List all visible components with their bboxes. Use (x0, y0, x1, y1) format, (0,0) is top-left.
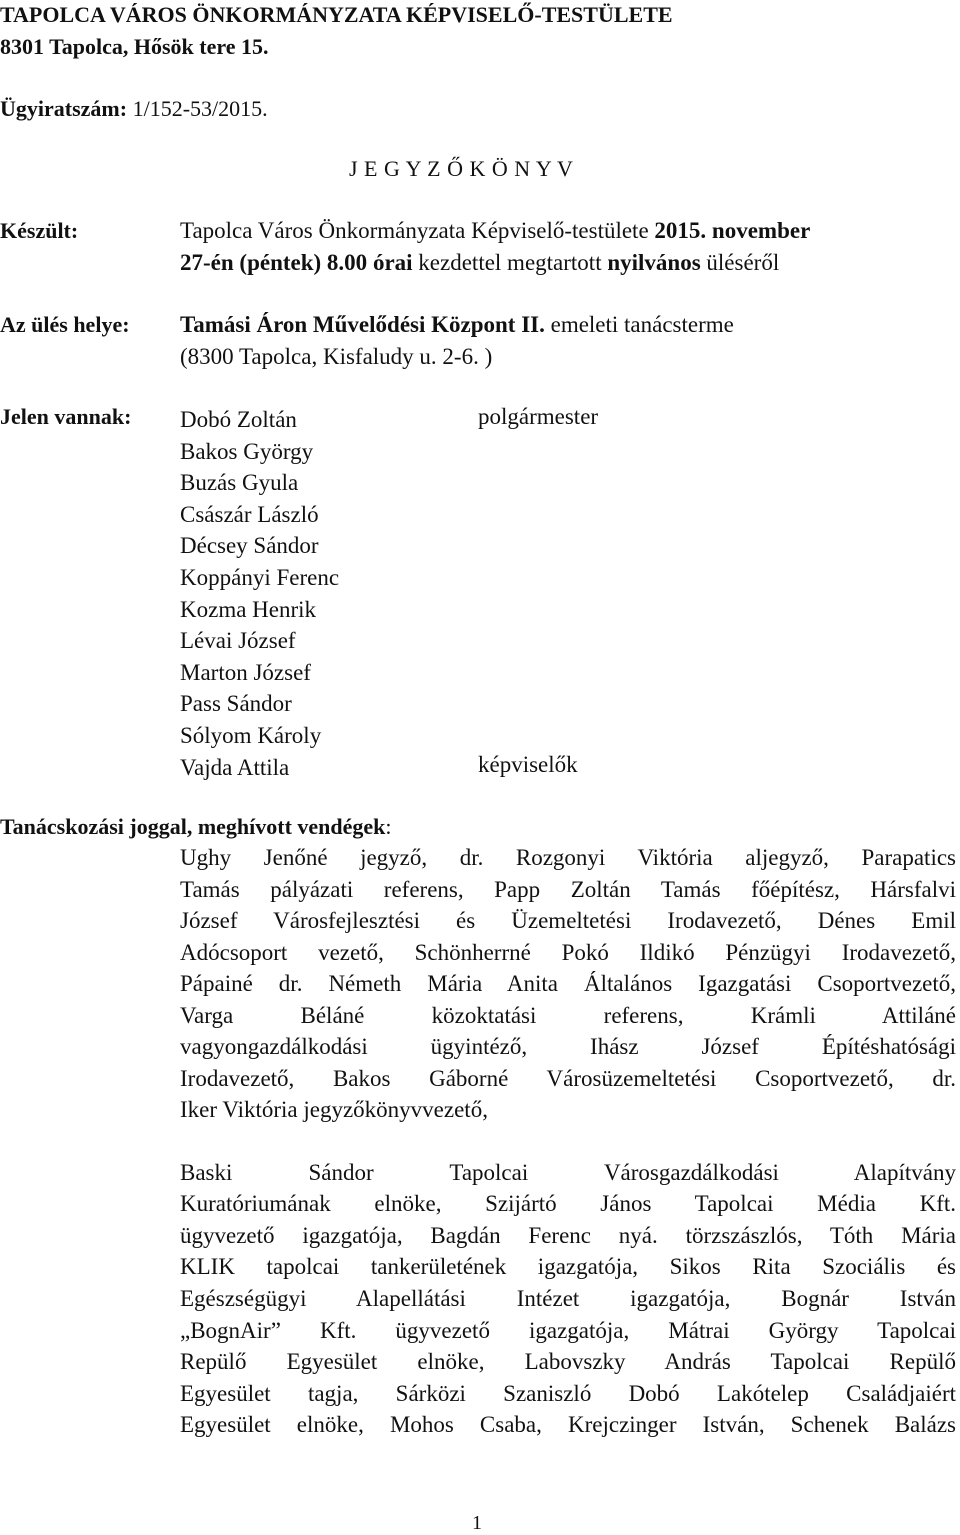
paragraph-line: Egyesület elnöke, Mohos Csaba, Krejczinger István, Schenek Balázs (180, 1412, 956, 1437)
list-item: Sólyom Károly (180, 722, 322, 748)
list-item: Kozma Henrik (180, 596, 317, 622)
guests-label: Tanácskozási joggal, meghívott vendégek (0, 814, 386, 839)
org-address: 8301 Tapolca, Hősök tere 15. (0, 34, 269, 59)
file-number-label: Ügyiratszám: (0, 96, 128, 121)
list-item: Décsey Sándor (180, 533, 319, 559)
venue-address: (8300 Tapolca, Kisfaludy u. 2-6. ) (180, 344, 493, 369)
list-item: Koppányi Ferenc (180, 564, 340, 590)
present-names-list (180, 404, 339, 783)
list-item: Bakos György (180, 438, 314, 464)
list-item: Buzás Gyula (180, 470, 299, 496)
paragraph-line: Ughy Jenőné jegyző, dr. Rozgonyi Viktória aljegyző, Parapatics (180, 845, 956, 870)
list-item: Marton József (180, 659, 311, 685)
list-item: Lévai József (180, 628, 296, 654)
paragraph-line: „BognAir” Kft. ügyvezető igazgatója, Mátrai György Tapolcai (180, 1318, 956, 1343)
made-hour-word: órai (372, 250, 413, 275)
venue-label: Az ülés helye: (0, 312, 130, 337)
paragraph-line: Repülő Egyesület elnöke, Labovszky András Tapolcai Repülő (180, 1349, 956, 1374)
list-item: Pass Sándor (180, 691, 292, 717)
list-item: Dobó Zoltán (180, 407, 297, 432)
made-public: nyilvános (607, 250, 701, 275)
made-body-3: üléséről (706, 250, 780, 275)
paragraph-line: ügyvezető igazgatója, Bagdán Ferenc nyá. törzszászlós, Tóth Mária (180, 1223, 956, 1248)
paragraph-line: Adócsoport vezető, Schönherrné Pokó Ildikó Pénzügyi Irodavezető, (180, 940, 956, 965)
page-number: 1 (472, 1512, 482, 1534)
paragraph-line: Baski Sándor Tapolcai Városgazdálkodási Alapítvány (180, 1160, 956, 1185)
file-number: 1/152-53/2015. (132, 96, 268, 121)
guests-colon: : (385, 814, 392, 839)
made-body-2: kezdettel megtartott (418, 250, 602, 275)
venue-line-1 (180, 312, 734, 338)
paragraph-line: Egészségügyi Alapellátási Intézet igazgatója, Bognár István (180, 1286, 956, 1311)
present-label: Jelen vannak: (0, 404, 132, 429)
made-body-1: Tapolca Város Önkormányzata Képviselő-testülete (180, 218, 649, 243)
org-name: TAPOLCA VÁROS ÖNKORMÁNYZATA KÉPVISELŐ-TESTÜLETE (0, 2, 673, 27)
guests-heading (0, 814, 392, 840)
paragraph-line: Varga Béláné közoktatási referens, Krámli Attiláné (180, 1003, 956, 1028)
paragraph-line: vagyongazdálkodási ügyintéző, Ihász József Építéshatósági (180, 1034, 956, 1059)
paragraph-line: Pápainé dr. Németh Mária Anita Általános Igazgatási Csoportvezető, (180, 971, 956, 996)
made-line-2 (180, 250, 779, 276)
paragraph-line: József Városfejlesztési és Üzemeltetési Irodavezető, Dénes Emil (180, 908, 956, 933)
role-members: képviselők (478, 752, 578, 777)
paragraph-line: Irodavezető, Bakos Gáborné Városüzemeltetési Csoportvezető, dr. (180, 1066, 956, 1091)
list-item: Vajda Attila (180, 754, 290, 780)
role-mayor: polgármester (478, 404, 599, 429)
file-number-line (0, 96, 268, 122)
made-date-1: 2015. november (654, 218, 811, 243)
paragraph-line: Iker Viktória jegyzőkönyvvezető, (180, 1097, 488, 1122)
made-date-2: 27-én (péntek) 8.00 (180, 250, 368, 275)
paragraph-line: KLIK tapolcai tankerületének igazgatója, Sikos Rita Szociális és (180, 1254, 956, 1279)
venue-name: Tamási Áron Művelődési Központ II. (180, 312, 545, 337)
venue-room: emeleti tanácsterme (550, 312, 734, 337)
list-item: Császár László (180, 501, 319, 527)
made-label: Készült: (0, 218, 79, 243)
paragraph-line: Tamás pályázati referens, Papp Zoltán Tamás főépítész, Hársfalvi (180, 877, 956, 902)
paragraph-line: Egyesület tagja, Sárközi Szaniszló Dobó Lakótelep Családjaiért (180, 1381, 956, 1406)
document-title: J E G Y Z Ő K Ö N Y V (349, 156, 574, 181)
paragraph-line: Kuratóriumának elnöke, Szijártó János Tapolcai Média Kft. (180, 1191, 956, 1216)
made-line-1 (180, 218, 810, 244)
